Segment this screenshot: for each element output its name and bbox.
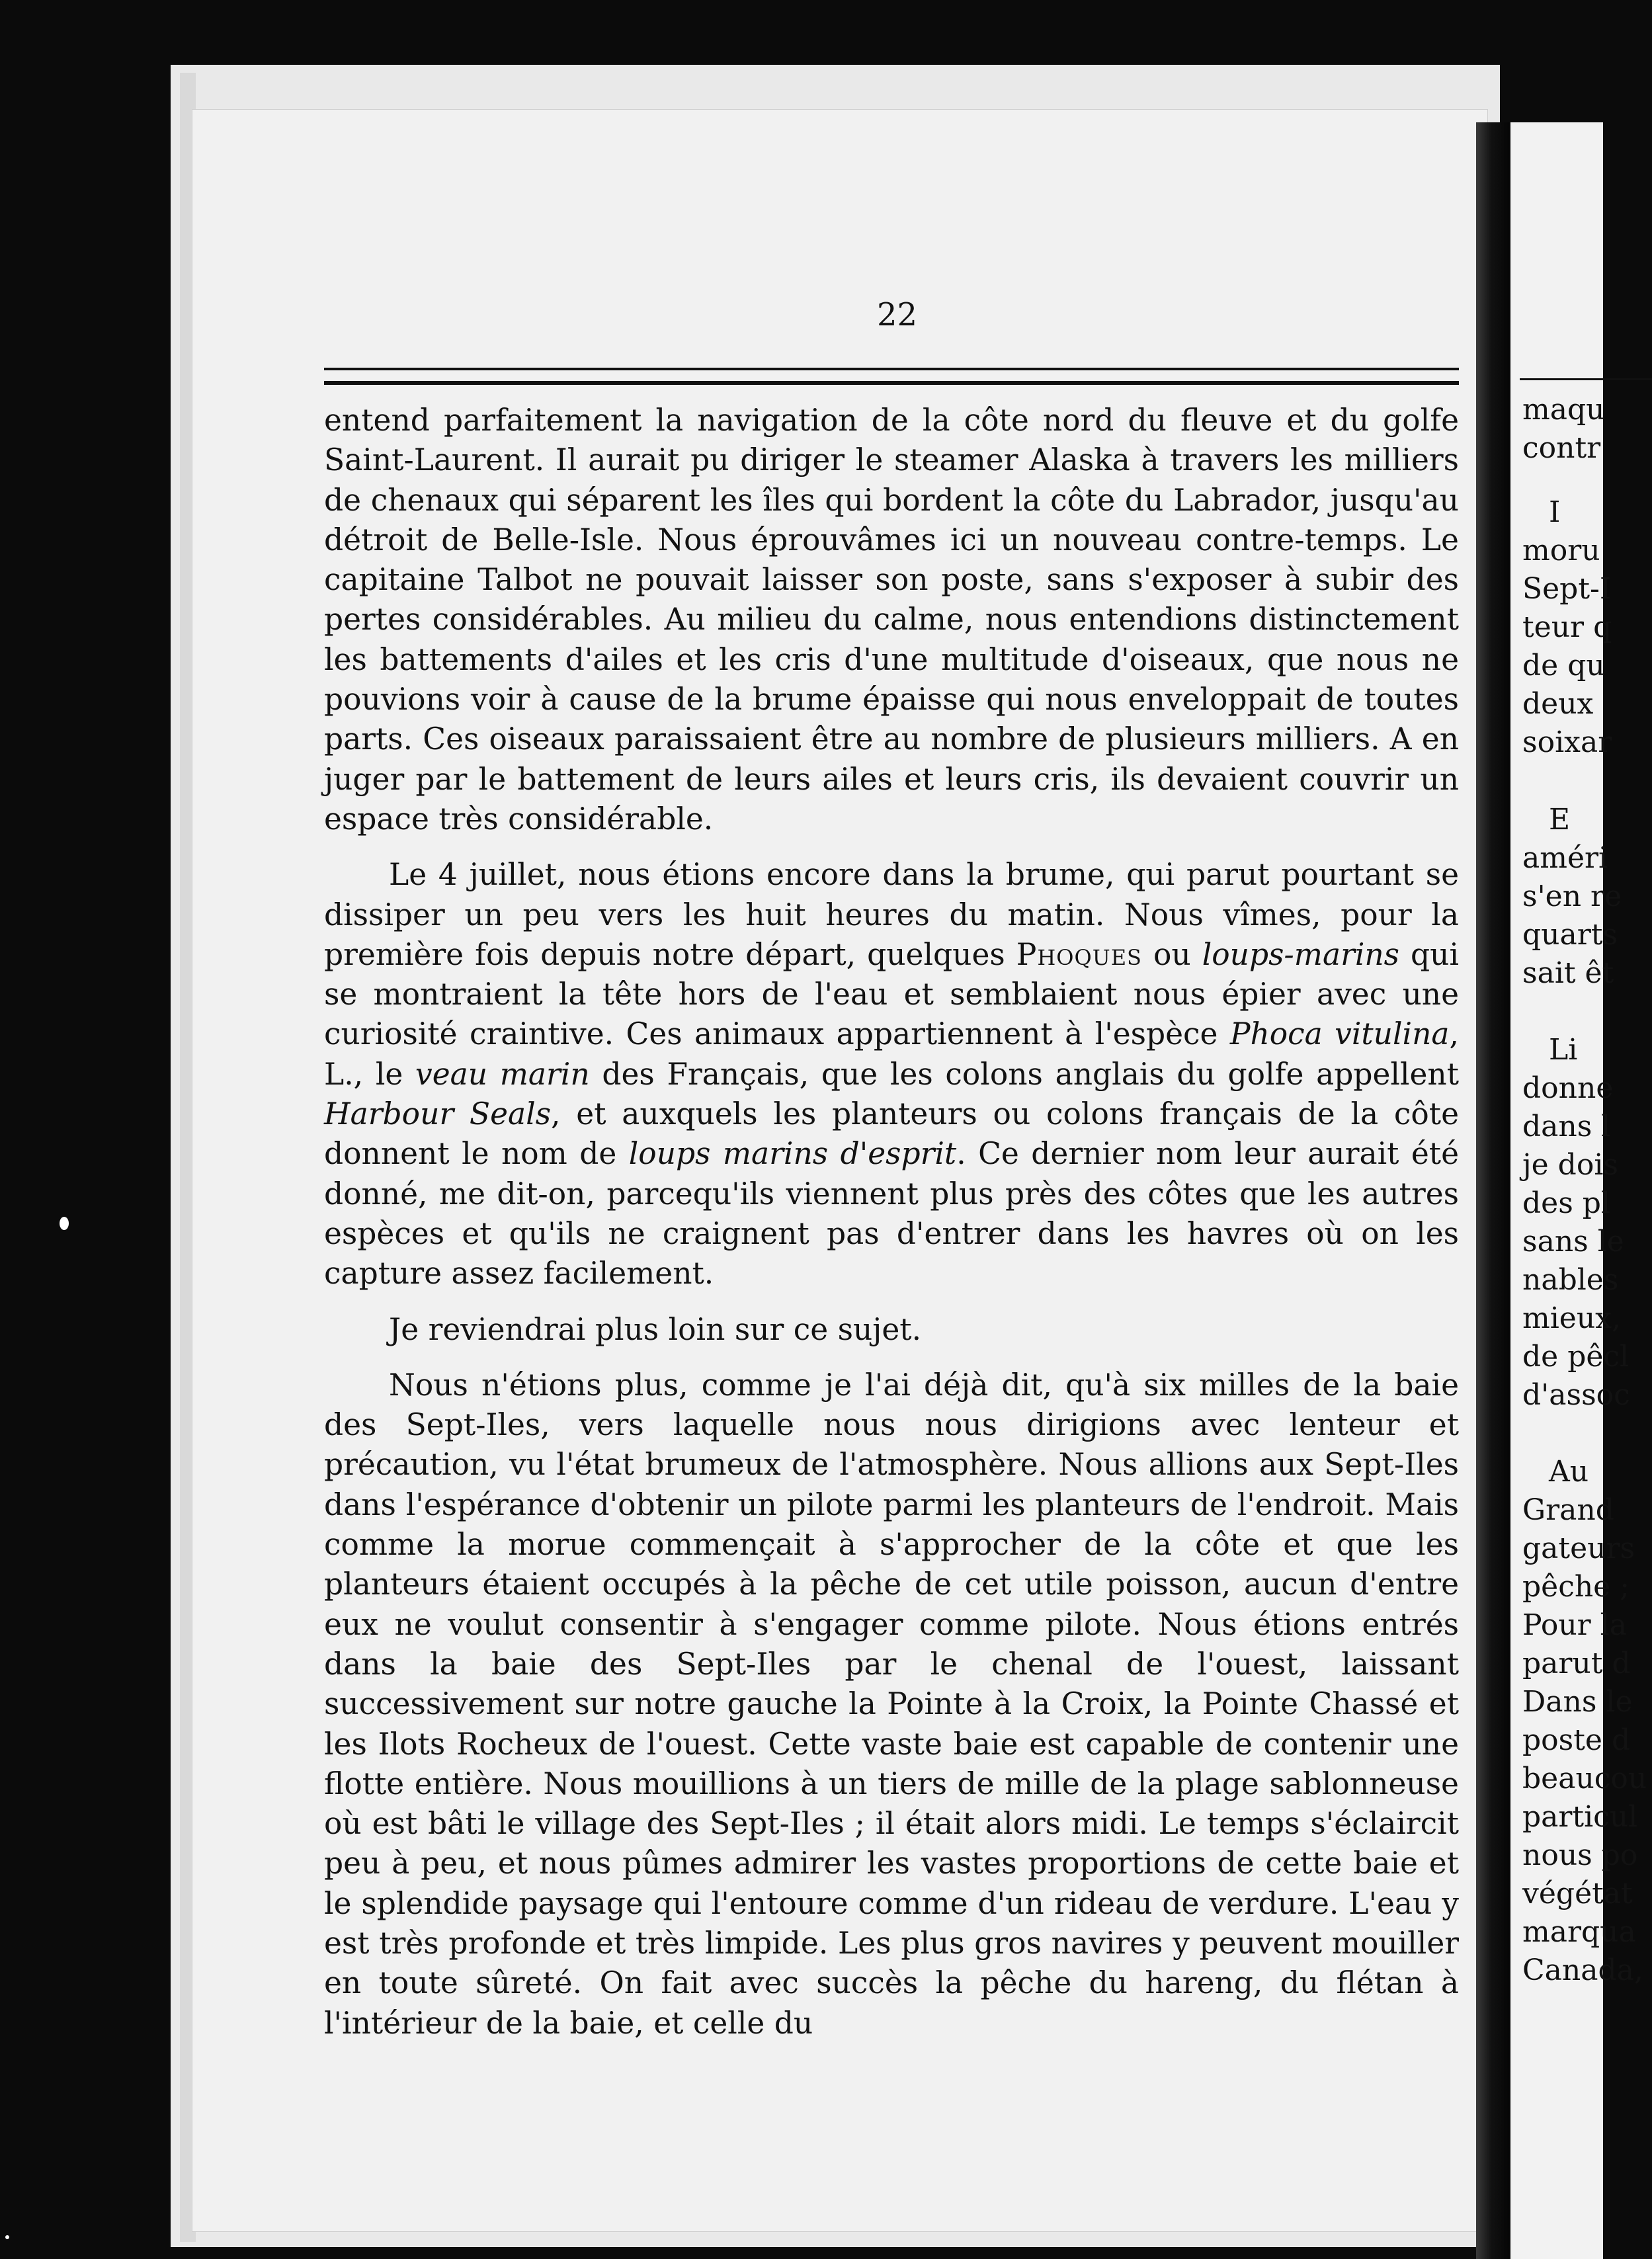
facing-page-fragment: des pl (1522, 1186, 1611, 1220)
facing-page-fragment: teur q (1522, 610, 1612, 644)
facing-page-fragment: Sept-I (1522, 572, 1612, 606)
facing-page-fragment: Li (1549, 1033, 1578, 1067)
facing-page-fragment: E (1549, 803, 1571, 837)
facing-page-fragment: I (1549, 495, 1561, 529)
italic-text: loups marins d'esprit (628, 1136, 957, 1172)
italic-text: Phoca vitulina (1229, 1016, 1450, 1052)
facing-page-fragment: nous po (1522, 1838, 1638, 1872)
facing-page-fragment: quarts (1522, 918, 1618, 952)
page-number: 22 (877, 296, 918, 333)
facing-page-fragment: soixar (1522, 725, 1612, 759)
text-run: Je reviendrai plus loin sur ce sujet. (389, 1311, 922, 1347)
italic-text: veau marin (415, 1056, 590, 1092)
text-run: Nous n'étions plus, comme je l'ai déjà dit, qu'à six milles de la baie des Sept-Iles, vers laquelle nous nous dirigions avec lenteur et précaution, vu l'état brumeux de l'atmosphère. Nous allions aux Sept-Iles dans l'espérance d'obtenir un pilote parmi les planteurs de l'endroit. Mais comme la morue commençait à s'approcher de la côte et que les planteurs étaient occupés à la pêche de cet utile poisson, aucun d'entre eux ne voulut consentir à s'engager comme pilote. Nous étions entrés dans la baie des Sept-Iles par le chenal de l'ouest, laissant successivement sur notre gauche la Pointe à la Croix, la Pointe Chassé et les Ilots Rocheux de l'ouest. Cette vaste baie est capable de contenir une flotte entière. Nous mouillions à un tiers de mille de la plage sablonneuse où est bâti le village des Sept-Iles ; il était alors midi. Le temps s'éclaircit peu à peu, et nous pûmes admirer les vastes proportions de cette baie et le splendide paysage qui l'entoure comme d'un rideau de verdure. L'eau y est très profonde et très limpide. Les plus gros navires y peuvent mouiller en toute sûreté. On fait avec succès la pêche du hareng, du flétan à l'intérieur de la baie, et celle du (324, 1367, 1459, 2041)
book-gutter (1476, 122, 1510, 2259)
text-run: . Ce dernier nom leur aurait été donné, me dit-on, parcequ'ils viennent plus près des côtes que les autres espèces et qu'ils ne craignent pas d'entrer dans les havres où on les capture assez facilement. (324, 1136, 1459, 1292)
scan-speck (5, 2235, 9, 2239)
facing-page-fragment: marqua (1522, 1915, 1636, 1949)
facing-page-fragment: particul (1522, 1800, 1638, 1834)
facing-page-fragment: Dans le (1522, 1685, 1633, 1719)
italic-text: Harbour Seals (324, 1096, 552, 1132)
paragraph (324, 1366, 1459, 2043)
facing-page-fragment: de qu (1522, 649, 1605, 682)
facing-page-fragment: d'assoc (1522, 1378, 1630, 1412)
facing-page-fragment: améri (1522, 841, 1608, 875)
facing-page-fragment: contr (1522, 431, 1601, 465)
paragraph (324, 1310, 1459, 1350)
text-run: , L., le (324, 1016, 1459, 1092)
facing-page-fragment: moru (1522, 534, 1600, 567)
paragraph (324, 401, 1459, 839)
scan-speck (60, 1217, 69, 1230)
text-run: ou (1141, 936, 1202, 972)
facing-page-fragment: Pour la (1522, 1608, 1627, 1642)
facing-page-fragment: deux (1522, 687, 1594, 721)
paragraph (324, 855, 1459, 1294)
facing-page-fragment: je dois (1522, 1148, 1618, 1182)
facing-page-fragment: pêche ; (1522, 1570, 1630, 1604)
body-text (324, 401, 1459, 2043)
facing-page-fragment: mieux, (1522, 1301, 1621, 1335)
facing-page-fragment: sans le (1522, 1225, 1624, 1258)
facing-page-fragment: de pêcl (1522, 1340, 1630, 1374)
text-run: des Français, que les colons anglais du golfe appellent (589, 1056, 1460, 1092)
facing-page-fragment: dans l (1522, 1110, 1611, 1143)
text-run: entend parfaitement la navigation de la côte nord du fleuve et du golfe Saint-Laurent. Il aurait pu diriger le steamer Alaska à travers les milliers de chenaux qui séparent les îles qui bordent la côte du Labrador, jusqu'au détroit de Belle-Isle. Nous éprouvâmes ici un nouveau contre-temps. Le capitaine Talbot ne pouvait laisser son poste, sans s'exposer à subir des pertes considérables. Au milieu du calme, nous entendions distinctement les battements d'ailes et les cris d'une multitude d'oiseaux, que nous ne pouvions voir à cause de la brume épaisse qui nous enveloppait de toutes parts. Ces oiseaux paraissaient être au nombre de plusieurs milliers. A en juger par le battement de leurs ailes et leurs cris, ils devaient couvrir un espace très considérable. (324, 403, 1459, 837)
facing-page-fragment: végétat (1522, 1877, 1633, 1910)
facing-page-rule (1520, 378, 1652, 384)
header-rule (324, 368, 1459, 385)
facing-page-fragment: parut d (1522, 1647, 1631, 1680)
small-caps-text: Phoques (1016, 936, 1142, 972)
text-run: Le 4 juillet, nous étions encore dans la brume, qui parut pourtant se dissiper un peu vers les huit heures du matin. Nous vîmes, pour la première fois depuis notre départ, quelques (324, 857, 1459, 972)
facing-page-fragment: sait êt (1522, 956, 1614, 990)
facing-page-fragment: Canada, (1522, 1953, 1643, 1987)
facing-page-fragment: Au (1549, 1455, 1589, 1489)
facing-page-fragment: beaucou (1522, 1762, 1647, 1795)
facing-page-fragment: poste d (1522, 1723, 1631, 1757)
facing-page-fragment: gateurs (1522, 1532, 1635, 1565)
text-run: qui se montraient la tête hors de l'eau et semblaient nous épier avec une curiosité craintive. Ces animaux appartiennent à l'espèce (324, 936, 1460, 1052)
facing-page-fragment: Grand (1522, 1493, 1614, 1527)
facing-page-fragment: maqu (1522, 393, 1605, 427)
facing-page-fragment: donne (1522, 1071, 1614, 1105)
facing-page-fragment: s'en re (1522, 880, 1622, 913)
text-run: , et auxquels les planteurs ou colons français de la côte donnent le nom de (324, 1096, 1460, 1172)
facing-page-fragment: nables (1522, 1263, 1619, 1297)
italic-text: loups-marins (1202, 936, 1400, 972)
